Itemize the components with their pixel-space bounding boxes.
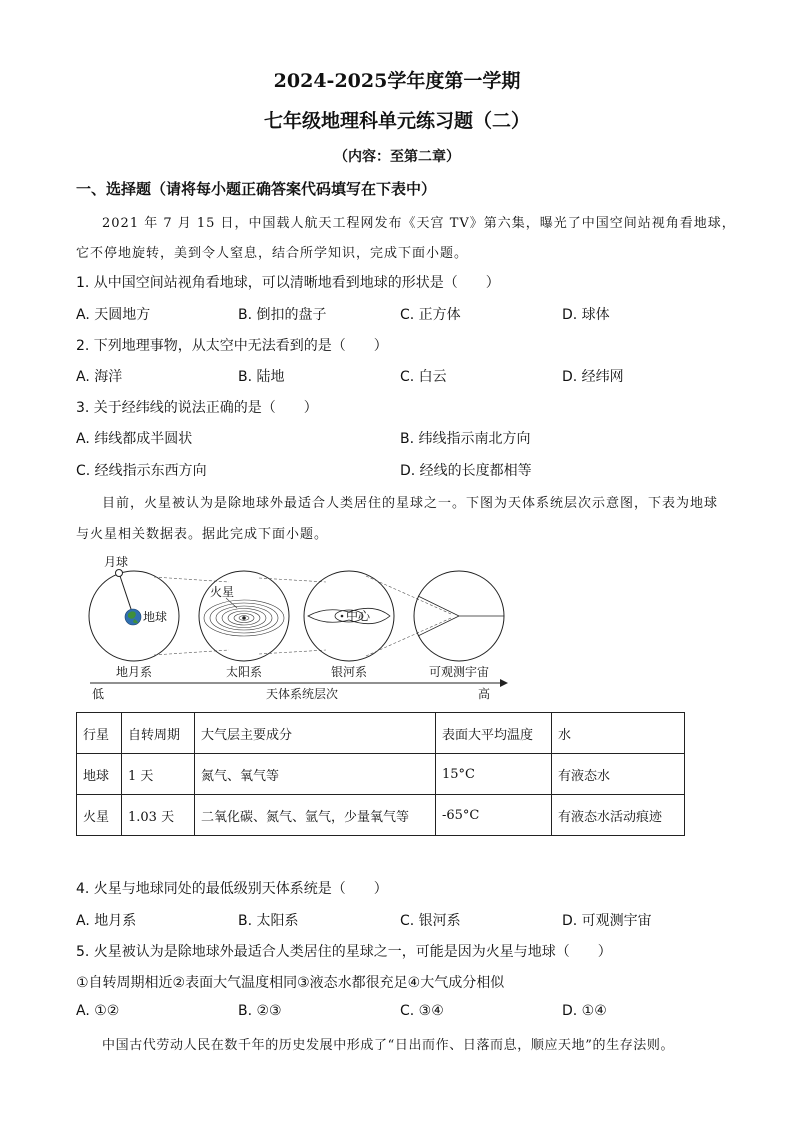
mars-label: 火星 <box>210 585 235 599</box>
question-2-option-b[interactable]: B. 陆地 <box>238 369 285 385</box>
question-2-option-c[interactable]: C. 白云 <box>400 369 447 385</box>
question-5-statements: ①自转周期相近②表面大气温度相同③液态水都很充足④大气成分相似 <box>76 975 505 991</box>
question-5-stem: 5. 火星被认为是除地球外最适合人类居住的星球之一，可能是因为火星与地球（ ） <box>76 944 612 960</box>
universe-cone-line <box>418 596 459 616</box>
question-2-stem: 2. 下列地理事物，从太空中无法看到的是（ ） <box>76 338 388 354</box>
question-1-stem: 1. 从中国空间站视角看地球，可以清晰地看到地球的形状是（ ） <box>76 275 500 291</box>
earth-label: 地球 <box>143 610 168 624</box>
passage-3-line-1: 中国古代劳动人民在数千年的历史发展中形成了“日出而作、日落而息，顺应天地”的生存法则。 <box>102 1038 675 1053</box>
passage-1-line-1: 2021 年 7 月 15 日，中国载人航天工程网发布《天宫 TV》第六集，曝光了中国空间站视角看地球， <box>102 216 736 231</box>
axis-high-label: 高 <box>478 687 491 701</box>
question-4-option-a[interactable]: A. 地月系 <box>76 913 137 929</box>
page-title-line1: 2024-2025学年度第一学期 <box>273 70 521 92</box>
mars-pointer <box>226 598 237 608</box>
moon-earth-link <box>119 573 133 615</box>
question-4-stem: 4. 火星与地球同处的最低级别天体系统是（ ） <box>76 881 388 897</box>
question-4-option-c[interactable]: C. 银河系 <box>400 913 461 929</box>
axis-arrow-icon <box>500 679 508 687</box>
moon-icon <box>116 570 123 577</box>
galaxy-sun-dot <box>341 615 344 618</box>
moon-label: 月球 <box>104 555 129 569</box>
table-cell: 15°C <box>436 754 552 795</box>
table-header-cell: 大气层主要成分 <box>195 713 436 754</box>
question-3-stem: 3. 关于经纬线的说法正确的是（ ） <box>76 400 318 416</box>
connector-line <box>259 578 326 582</box>
sun-icon <box>242 616 246 620</box>
table-cell: 有液态水活动痕迹 <box>552 795 685 836</box>
passage-2-line-2: 与火星相关数据表。据此完成下面小题。 <box>76 527 329 542</box>
table-cell: 二氧化碳、氮气、氩气，少量氧气等 <box>195 795 436 836</box>
question-3-option-d[interactable]: D. 经线的长度都相等 <box>400 463 532 479</box>
celestial-system-diagram <box>76 552 516 702</box>
table-cell: 氮气、氧气等 <box>195 754 436 795</box>
system-label-universe: 可观测宇宙 <box>429 665 490 679</box>
page-title-line2: 七年级地理科单元练习题（二） <box>263 110 530 132</box>
table-header-cell: 自转周期 <box>122 713 195 754</box>
table-row <box>77 754 685 795</box>
question-5-option-b[interactable]: B. ②③ <box>238 1003 282 1019</box>
table-cell: -65°C <box>436 795 552 836</box>
question-1-option-b[interactable]: B. 倒扣的盘子 <box>238 307 327 323</box>
question-3-option-b[interactable]: B. 纬线指示南北方向 <box>400 431 531 447</box>
table-cell: 地球 <box>77 754 122 795</box>
passage-2-line-1: 目前，火星被认为是除地球外最适合人类居住的星球之一。下图为天体系统层次示意图，下表为地球 <box>102 496 719 511</box>
section-heading: 一、选择题（请将每小题正确答案代码填写在下表中） <box>76 180 437 198</box>
question-3-option-a[interactable]: A. 纬线都成半圆状 <box>76 431 193 447</box>
question-1-option-c[interactable]: C. 正方体 <box>400 307 461 323</box>
question-1-option-a[interactable]: A. 天圆地方 <box>76 307 151 323</box>
content-scope: （内容：至第二章） <box>334 149 460 165</box>
system-label-earth-moon: 地月系 <box>116 665 153 679</box>
universe-cone-line <box>418 616 459 636</box>
table-cell: 1.03 天 <box>122 795 195 836</box>
question-2-option-d[interactable]: D. 经纬网 <box>562 369 624 385</box>
question-4-option-d[interactable]: D. 可观测宇宙 <box>562 913 652 929</box>
table-row <box>77 795 685 836</box>
passage-1-line-2: 它不停地旋转，美到令人窒息，结合所学知识，完成下面小题。 <box>76 246 469 261</box>
galaxy-center-label: 中心 <box>346 609 371 623</box>
table-header-cell: 水 <box>552 713 685 754</box>
connector-line <box>259 650 326 654</box>
table-cell: 有液态水 <box>552 754 685 795</box>
table-cell: 火星 <box>77 795 122 836</box>
axis-low-label: 低 <box>92 687 105 701</box>
system-label-milky-way: 银河系 <box>331 665 368 679</box>
system-label-solar: 太阳系 <box>226 665 263 679</box>
question-4-option-b[interactable]: B. 太阳系 <box>238 913 299 929</box>
table-header-row <box>77 713 685 754</box>
table-header-cell: 表面大平均温度 <box>436 713 552 754</box>
question-1-option-d[interactable]: D. 球体 <box>562 307 610 323</box>
table-cell: 1 天 <box>122 754 195 795</box>
question-5-option-d[interactable]: D. ①④ <box>562 1003 607 1019</box>
question-5-option-a[interactable]: A. ①② <box>76 1003 120 1019</box>
planet-data-table <box>76 712 685 836</box>
question-2-option-a[interactable]: A. 海洋 <box>76 369 123 385</box>
axis-title: 天体系统层次 <box>266 687 339 701</box>
question-5-option-c[interactable]: C. ③④ <box>400 1003 444 1019</box>
table-header-cell: 行星 <box>77 713 122 754</box>
question-3-option-c[interactable]: C. 经线指示东西方向 <box>76 463 207 479</box>
